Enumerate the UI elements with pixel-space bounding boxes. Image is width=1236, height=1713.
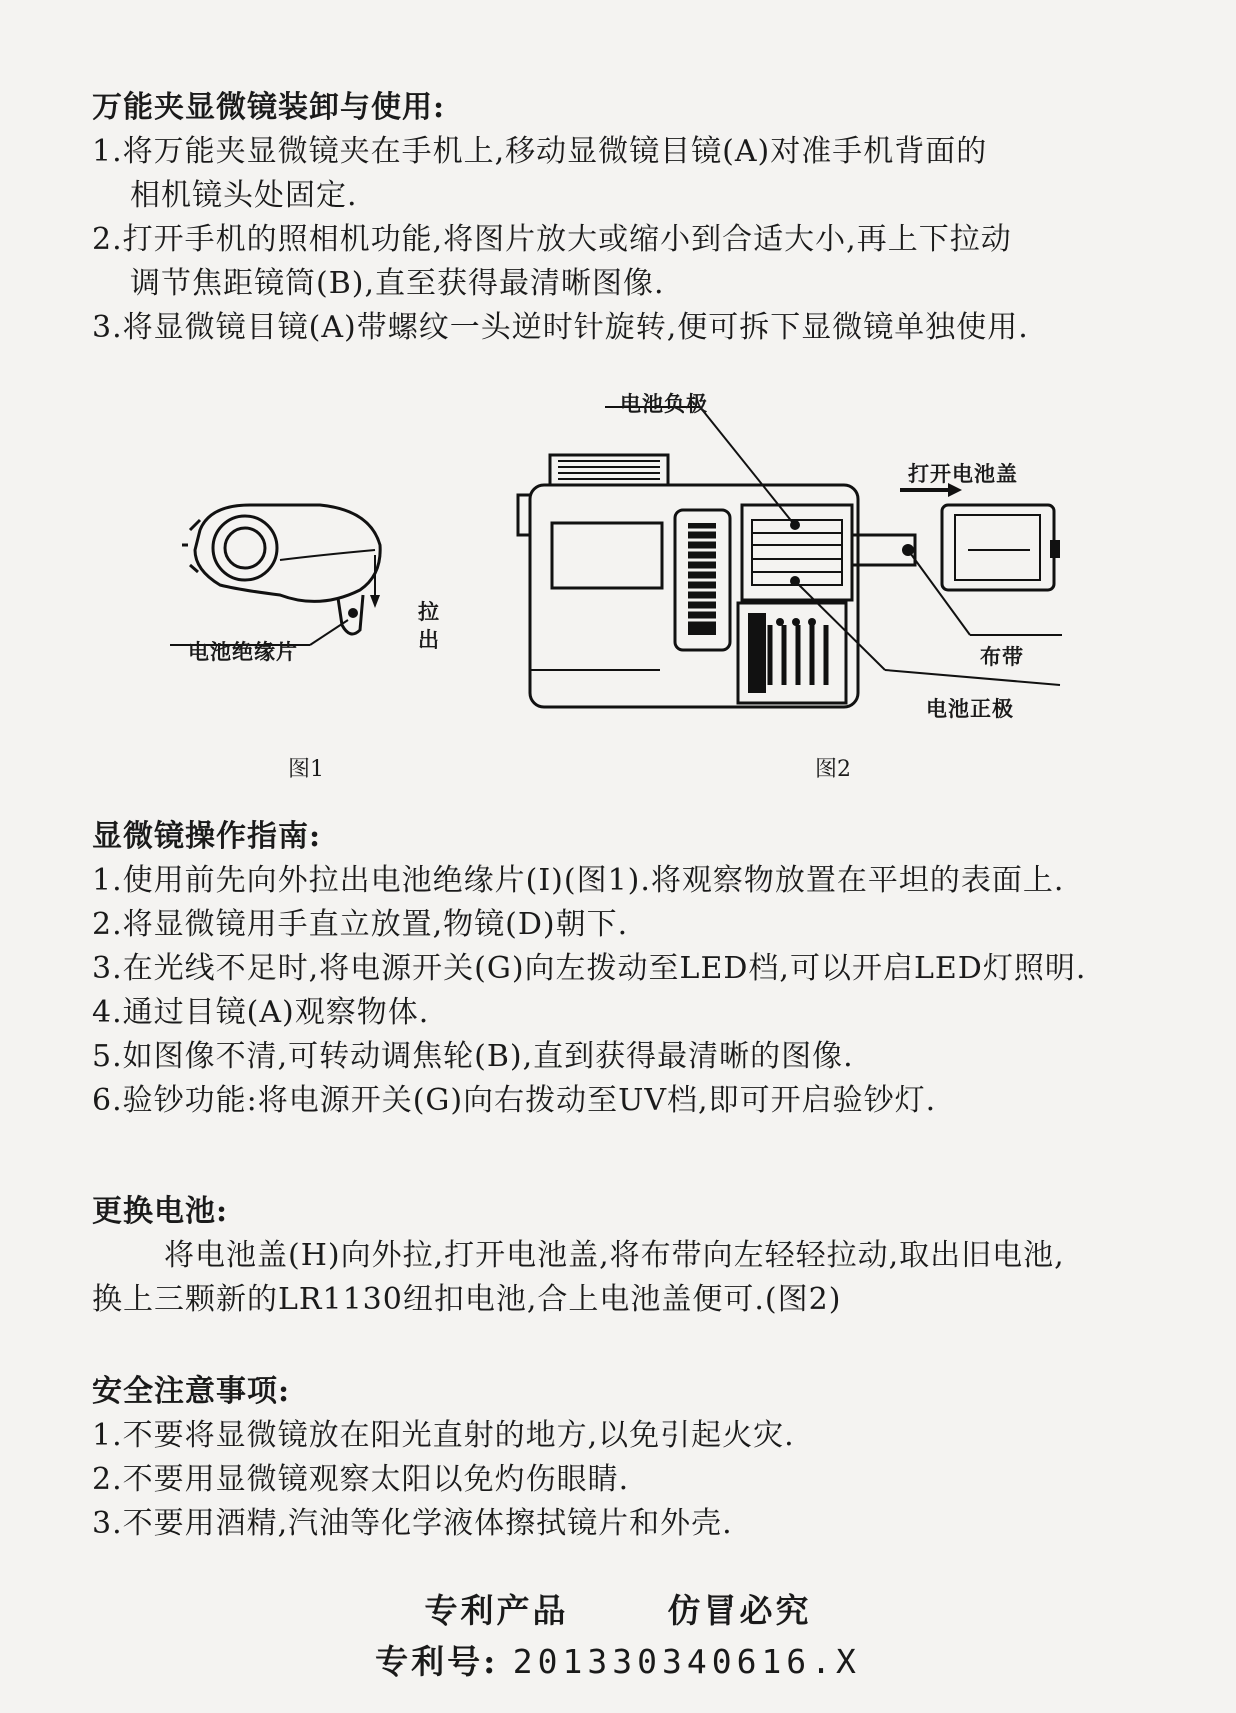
install-section [92, 86, 1162, 350]
safety-heading: 安全注意事项: [92, 1374, 291, 1409]
install-line: 1.将万能夹显微镜夹在手机上,移动显微镜目镜(A)对准手机背面的 [92, 134, 988, 169]
guide-line: 3.在光线不足时,将电源开关(G)向左拨动至LED档,可以开启LED灯照明. [92, 951, 1087, 986]
battery-positive-label: 电池正极 [926, 696, 1014, 721]
battery-line: 将电池盖(H)向外拉,打开电池盖,将布带向左轻轻拉动,取出旧电池, [164, 1238, 1065, 1273]
guide-line: 5.如图像不清,可转动调焦轮(B),直到获得最清晰的图像. [92, 1039, 854, 1074]
safety-line: 2.不要用显微镜观察太阳以免灼伤眼睛. [92, 1462, 630, 1497]
battery-line: 换上三颗新的LR1130纽扣电池,合上电池盖便可.(图2) [92, 1282, 842, 1317]
patent-number-line [0, 1636, 1236, 1683]
install-line: 3.将显微镜目镜(A)带螺纹一头逆时针旋转,便可拆下显微镜单独使用. [92, 310, 1029, 345]
figure-1-caption: 图1 [288, 757, 324, 782]
battery-negative-label: 电池负极 [620, 391, 708, 416]
guide-line: 6.验钞功能:将电源开关(G)向右拨动至UV档,即可开启验钞灯. [92, 1083, 937, 1118]
safety-line: 3.不要用酒精,汽油等化学液体擦拭镜片和外壳. [92, 1506, 733, 1541]
patent-number-label: 专利号: [375, 1642, 499, 1681]
guide-heading: 显微镜操作指南: [92, 819, 322, 854]
install-line: 2.打开手机的照相机功能,将图片放大或缩小到合适大小,再上下拉动 [92, 222, 1012, 257]
counterfeit-warning-text: 仿冒必究 [667, 1591, 812, 1630]
install-heading: 万能夹显微镜装卸与使用: [92, 90, 446, 125]
battery-heading: 更换电池: [92, 1194, 229, 1229]
patent-notice [0, 1585, 1236, 1632]
figure-2-caption: 图2 [815, 757, 851, 782]
guide-line: 2.将显微镜用手直立放置,物镜(D)朝下. [92, 907, 629, 942]
safety-line: 1.不要将显微镜放在阳光直射的地方,以免引起火灾. [92, 1418, 795, 1453]
strap-label: 布带 [980, 644, 1024, 669]
battery-section [92, 1190, 1162, 1322]
install-line: 相机镜头处固定. [130, 178, 358, 213]
battery-insulator-label: 电池绝缘片 [188, 639, 298, 664]
pull-label-1: 拉 [418, 599, 440, 624]
open-battery-cover-label: 打开电池盖 [908, 461, 1018, 486]
patent-product-text: 专利产品 [424, 1591, 569, 1630]
patent-number: 201330340616.X [512, 1642, 861, 1681]
install-line: 调节焦距镜筒(B),直至获得最清晰图像. [130, 266, 665, 301]
safety-section [92, 1370, 1162, 1546]
guide-section [92, 815, 1162, 1123]
figure-2-drawing [510, 385, 1070, 730]
pull-label-2: 出 [418, 627, 440, 652]
guide-line: 1.使用前先向外拉出电池绝缘片(I)(图1).将观察物放置在平坦的表面上. [92, 863, 1065, 898]
guide-line: 4.通过目镜(A)观察物体. [92, 995, 430, 1030]
